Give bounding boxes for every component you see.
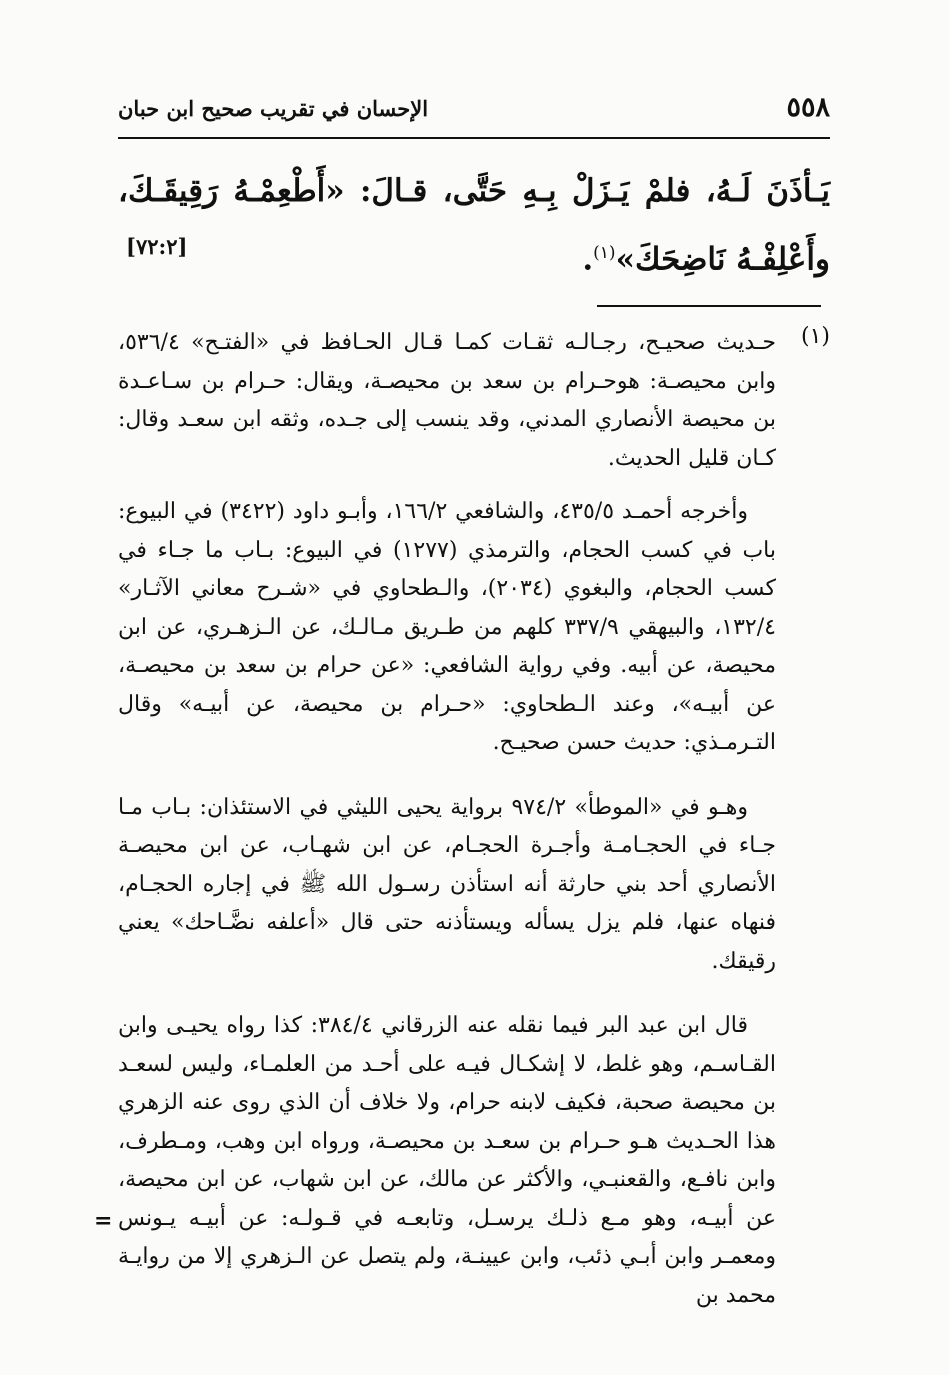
hadith-text-block bbox=[118, 160, 830, 290]
continuation-mark: = bbox=[94, 1208, 113, 1234]
hadith-text: يَـأذَنَ لَـهُ، فلمْ يَـزَلْ بِـهِ حَتَّى، قـالَ: «أَطْعِمْـهُ رَقِيقَـكَ، وأَعْلِفْـهُ نَاضِحَكَ» bbox=[118, 173, 830, 278]
footnote-marker: (١) bbox=[800, 324, 830, 349]
running-title: الإحسان في تقريب صحيح ابن حبان bbox=[118, 96, 429, 121]
footnote-divider bbox=[597, 305, 821, 307]
page-header bbox=[118, 92, 830, 136]
header-divider bbox=[118, 137, 830, 139]
footnote-reference: (١) bbox=[593, 243, 616, 263]
hadith-end: . bbox=[582, 241, 594, 278]
footnote-paragraph: قال ابن عبد البر فيما نقله عنه الزرقاني ٣٨٤/٤: كذا رواه يحيـى وابن القـاسـم، وهو غلط، لا إشكـال فيـه على أحـد من العلمـاء، وليس لسعـد بن محيصة صحبة، فكيف لابنه حرام، ولا خلاف أن الذي روى عنه الزهري هذا الحـديث هـو حـرام بن سعـد بن محيصـة، ورواه ابن وهب، ومـطرف، وابن نافـع، والقعنبـي، والأكثر عن مالك، عن ابن شهاب، عن ابن محيصة، عن أبيـه، وهو مـع ذلـك يرسـل، وتابعـه في قـولـه: عن أبيـه يـونس ومعمـر وابن أبـي ذئب، وابن عيينـة، ولم يتصل عن الـزهري إلا من روايـة محمد بن bbox=[118, 1013, 776, 1308]
page-number: ٥٥٨ bbox=[786, 92, 830, 123]
footnote-body bbox=[118, 324, 776, 1315]
hadith-reference: [٧٢:٢] bbox=[126, 234, 188, 259]
footnote-paragraph: حـديث صحيـح، رجـالـه ثقـات كمـا قـال الحـافظ في «الفتـح» ٥٣٦/٤، وابن محيصـة: هوحـرام بن سعد بن محيصـة، ويقال: حـرام بن سـاعـدة بن محيصة الأنصاري المدني، وقد ينسب إلى جـده، وثقه ابن سعـد وقال: كـان قليل الحديث. bbox=[118, 330, 776, 471]
footnote bbox=[118, 324, 830, 1330]
footnote-paragraph: وهـو في «الموطأ» ٩٧٤/٢ برواية يحيى الليثي في الاستئذان: بـاب مـا جـاء في الحجـامـة وأجـرة الحجـام، عن ابن شهـاب، عن ابن محيصـة الأنصاري أحد بني حارثة أنه استأذن رسـول الله ﷺ في إجاره الحجـام، فنهاه عنها، فلم يزل يسأله ويستأذنه حتى قال «أعلفه نضَّـاحك» يعني رقيقك. bbox=[118, 794, 776, 974]
footnote-paragraph: وأخرجه أحمـد ٤٣٥/٥، والشافعي ١٦٦/٢، وأبـو داود (٣٤٢٢) في البيوع: باب في كسب الحجام، والترمذي (١٢٧٧) في البيوع: بـاب ما جـاء في كسب الحجام، والبغوي (٢٠٣٤)، والـطحاوي في «شـرح معاني الآثـار» ١٣٢/٤، والبيهقي ٣٣٧/٩ كلهم من طـريق مـالـك، عن الـزهـري، عن ابن محيصة، عن أبيه. وفي رواية الشافعي: «عن حرام بن سعد بن محيصـة، عن أبيـه»، وعند الـطحاوي: «حـرام بن محيصة، عن أبيـه» وقال التـرمـذي: حديث حسن صحيـح. bbox=[118, 499, 777, 755]
